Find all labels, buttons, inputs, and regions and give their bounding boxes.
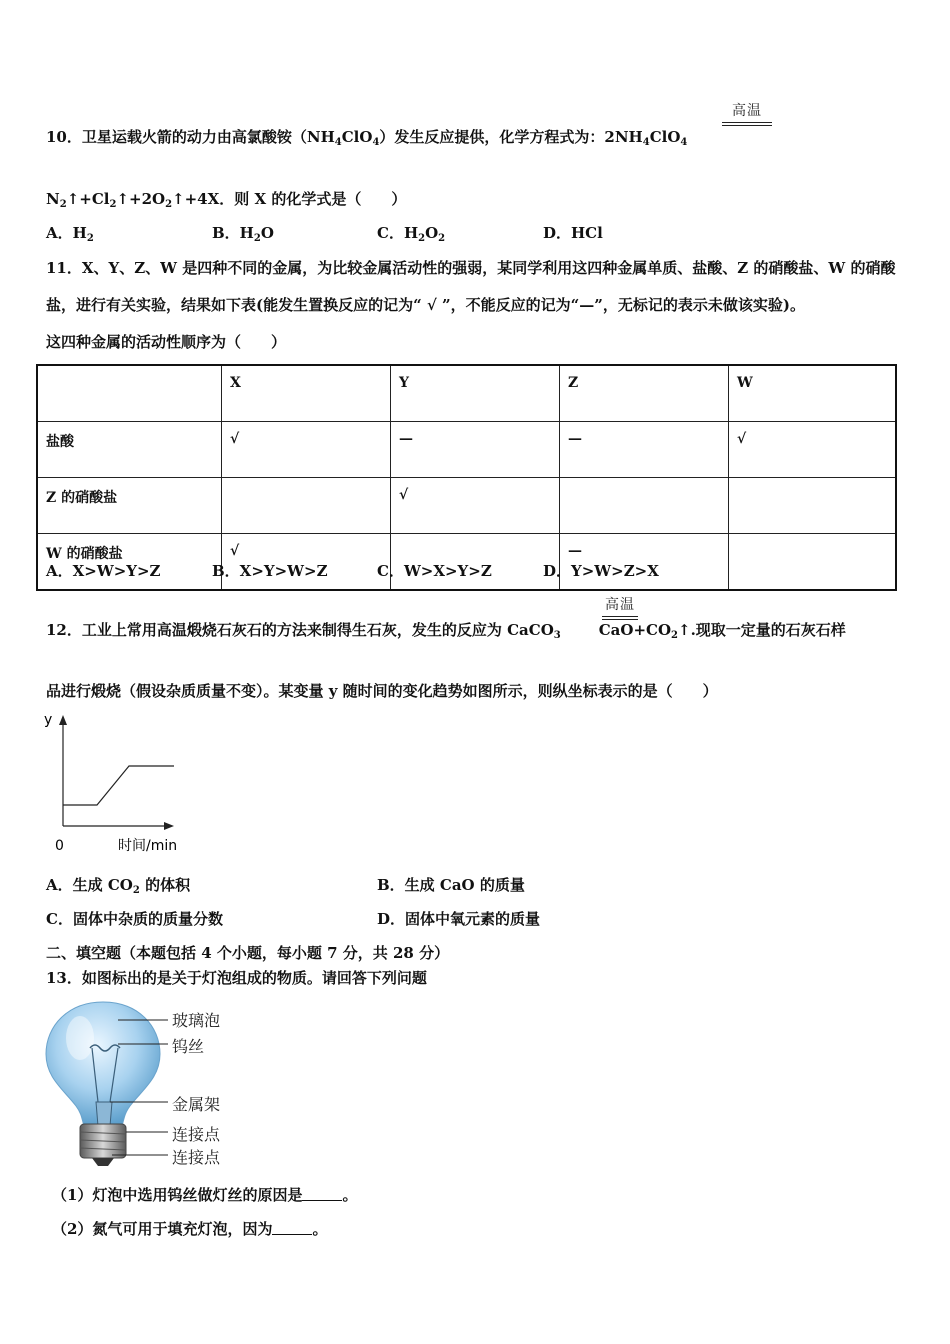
q12-sub: 3 [553,630,561,641]
q12-option-d[interactable]: D．固体中氧元素的质量 [377,910,541,928]
table-cell: — [560,422,729,478]
row-label: Z 的硝酸盐 [37,478,222,534]
q12-graph [40,708,200,856]
y-axis-label: y [44,712,53,728]
q11-stem-line3: 这四种金属的活动性顺序为（ ） [46,333,287,351]
q12-option-c[interactable]: C．固体中杂质的质量分数 [46,910,223,928]
table-cell: √ [222,534,391,591]
table-cell: √ [222,422,391,478]
label-tungsten-filament: 钨丝 [172,1037,205,1056]
q10-option-c[interactable] [377,223,445,243]
q11-stem-line2: 盐，进行有关实验，结果如下表(能发生置换反应的记为“ √ ”，不能反应的记为“—”，无标记的表示未做该实验)。 [46,296,806,314]
q10-option-b[interactable] [212,223,274,243]
section-title: 二、填空题（本题包括 4 个小题，每小题 7 分，共 28 分） [46,944,450,962]
table-cell [729,478,897,534]
q13-subquestion-2 [52,1219,327,1239]
end-mark: 。 [312,1220,328,1238]
row-label: W 的硝酸盐 [37,534,222,591]
q12-text-c: ↑.现取一定量的石灰石样 [678,621,846,639]
table-header-row [37,365,896,422]
q12-stem-line2: 品进行煅烧（假设杂质质量不变）。某变量 y 随时间的变化趋势如图所示，则纵坐标表示的是（ ） [46,682,718,700]
q10-stem-line2 [46,189,406,209]
label-glass-bulb: 玻璃泡 [172,1011,221,1030]
option-sub: 2 [438,233,446,244]
answer-blank[interactable] [302,1186,342,1201]
q12-option-a[interactable] [46,875,190,895]
q13-stem: 13．如图标出的是关于灯泡组成的物质。请回答下列问题 [46,969,427,987]
option-sub: 2 [86,233,94,244]
table-cell: — [391,422,560,478]
q11-option-b[interactable]: B．X>Y>W>Z [212,562,328,580]
q12-reaction-condition [602,594,638,620]
q11-results-table [36,364,897,591]
option-text: A．生成 CO [46,876,133,894]
q10-o: ↑+2O [116,190,166,208]
label-contact-point-2: 连接点 [172,1148,221,1167]
origin-label: 0 [55,838,64,854]
q10-text-c: ）发生反应提供，化学方程式为：2NH [379,128,643,146]
option-sub: 2 [418,233,426,244]
q12-stem-line1 [46,620,846,640]
table-header-z: Z [560,365,729,422]
x-axis-arrow [164,822,174,830]
label-contact-point-1: 连接点 [172,1125,221,1144]
option-tail: O [425,224,439,242]
q12-option-b[interactable]: B．生成 CaO 的质量 [377,876,525,894]
q10-sub: 4 [372,137,380,148]
q10-question: ↑+4X．则 X 的化学式是（ ） [172,190,407,208]
q10-text-a: 10．卫星运载火箭的动力由高氯酸铵（NH [46,128,335,146]
q10-text-d: ClO [649,128,681,146]
answer-blank[interactable] [272,1220,312,1235]
q10-text-b: ClO [341,128,373,146]
q10-sub: 4 [680,137,688,148]
option-sub: 2 [253,233,261,244]
q10-stem-line1 [46,127,687,147]
q12-sub: 2 [671,630,679,641]
end-mark: 。 [342,1186,358,1204]
q12-text-b: CaO+CO [598,621,672,639]
table-header-y: Y [391,365,560,422]
table-row [37,422,896,478]
row-label: 盐酸 [37,422,222,478]
q10-equals-sign [722,122,772,126]
q11-stem-line1: 11．X、Y、Z、W 是四种不同的金属，为比较金属活动性的强弱，某同学利用这四种金属单质、盐酸、Z 的硝酸盐、W 的硝酸 [46,259,896,277]
label-metal-frame: 金属架 [172,1095,221,1114]
subquestion-text: （2）氮气可用于填充灯泡，因为 [52,1220,273,1238]
q10-sub: 2 [109,199,117,210]
table-row [37,478,896,534]
table-cell [222,478,391,534]
q10-option-d[interactable] [543,223,603,243]
option-text: C．H [377,224,419,242]
q10-sub: 4 [334,137,342,148]
contact-point-icon [92,1158,114,1166]
option-text: B．H [212,224,254,242]
subquestion-text: （1）灯泡中选用钨丝做灯丝的原因是 [52,1186,303,1204]
glass-highlight [66,1016,94,1060]
q10-option-a[interactable] [46,223,94,243]
q10-sub: 4 [642,137,650,148]
option-text: A．H [46,224,87,242]
q13-subquestion-1 [52,1185,357,1205]
q11-option-a[interactable]: A．X>W>Y>Z [46,562,161,580]
table-cell: √ [729,422,897,478]
option-text: D．HCl [543,224,603,242]
x-axis-label: 时间/min [118,838,178,854]
table-cell: √ [391,478,560,534]
q10-cl: ↑+Cl [66,190,110,208]
option-tail: 的体积 [139,876,191,894]
y-axis-arrow [59,715,67,725]
q12-condition-text: 高温 [605,597,635,613]
table-cell [37,365,222,422]
q10-sub: 2 [59,199,67,210]
q10-n: N [46,190,60,208]
q12-text-a: 12．工业上常用高温煅烧石灰石的方法来制得生石灰，发生的反应为 CaCO [46,621,554,639]
q11-option-d[interactable]: D．Y>W>Z>X [543,562,659,580]
metal-frame-icon [96,1102,112,1126]
table-cell [560,478,729,534]
option-tail: O [260,224,274,242]
option-sub: 2 [132,885,140,896]
table-header-x: X [222,365,391,422]
q10-reaction-condition [722,100,772,126]
q10-sub: 2 [165,199,173,210]
q10-condition-text: 高温 [732,103,762,119]
q11-option-c[interactable]: C．W>X>Y>Z [377,562,492,580]
table-cell: — [560,534,729,591]
y-trend-line [63,766,174,805]
table-cell [729,534,897,591]
table-header-w: W [729,365,897,422]
